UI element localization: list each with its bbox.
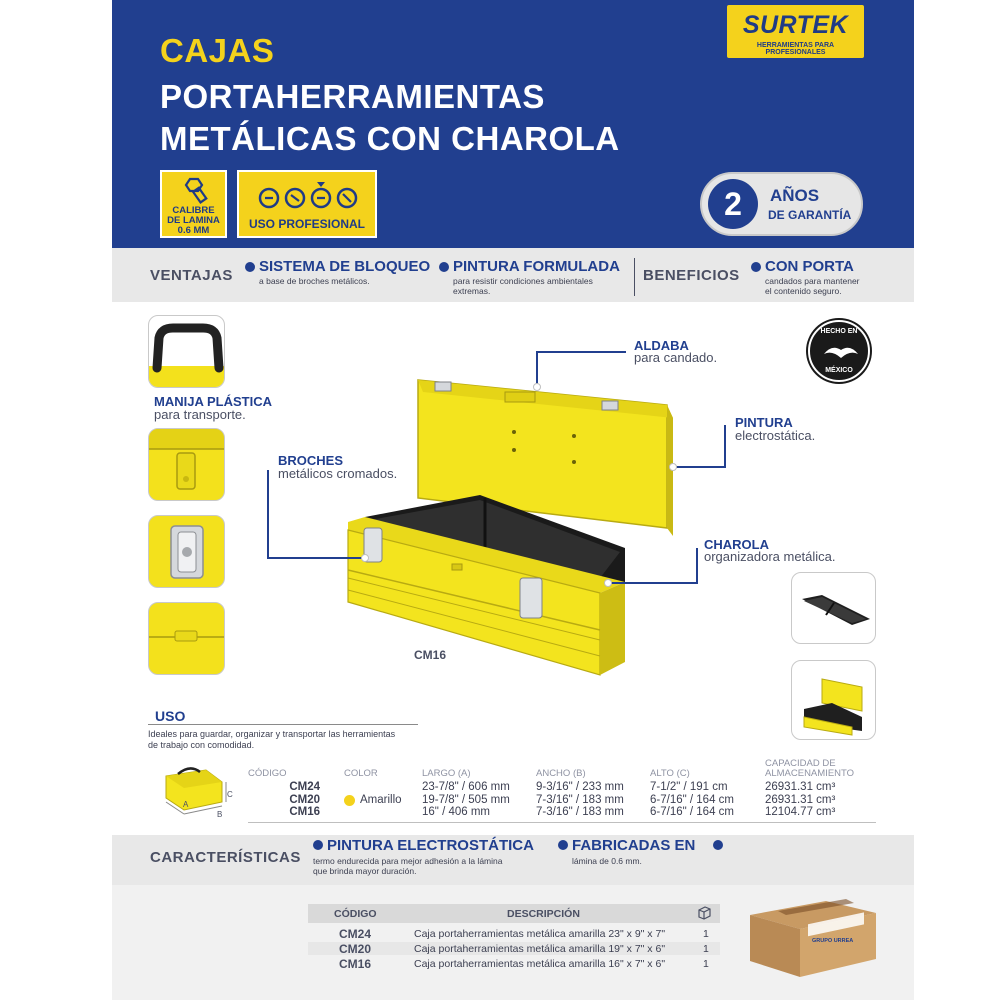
feature-title-pintura: PINTURA FORMULADA xyxy=(453,258,620,275)
order-row-codigo: CM16 xyxy=(339,957,372,971)
brand-tagline: HERRAMIENTAS PARA PROFESIONALES xyxy=(756,42,835,56)
spec-header-alto: ALTO (C) xyxy=(650,768,690,779)
order-row-descripcion: Caja portaherramientas metálica amarilla 19" x 7" x 6" xyxy=(414,943,666,955)
order-row-qty: 1 xyxy=(703,958,709,970)
spec-header-capacidad-1: CAPACIDAD DE xyxy=(765,758,836,769)
order-header-codigo: CÓDIGO xyxy=(334,908,377,920)
warranty-line-2: DE GARANTÍA xyxy=(768,208,852,222)
calibre-line-1: CALIBRE xyxy=(172,205,215,216)
order-row-qty: 1 xyxy=(703,943,709,955)
order-row-descripcion: Caja portaherramientas metálica amarilla 23" x 9" x 7" xyxy=(414,928,666,940)
spec-row-ancho: 7-3/16" / 183 mm xyxy=(536,793,624,806)
box-icon xyxy=(697,906,711,920)
feature-title-bloqueo: SISTEMA DE BLOQUEO xyxy=(259,258,431,275)
clasp-thumbnail xyxy=(148,428,225,501)
order-header-descripcion: DESCRIPCIÓN xyxy=(507,908,580,920)
uso-desc-line-2: de trabajo con comodidad. xyxy=(148,740,255,750)
order-row-qty: 1 xyxy=(703,928,709,940)
chrome-clasp-thumbnail xyxy=(148,515,225,588)
uso-profesional-label: USO PROFESIONAL xyxy=(248,217,365,231)
chrome-clasp-image xyxy=(149,516,225,588)
feature-title-porta: CON PORTA xyxy=(765,258,854,275)
feature-desc-porta-1: candados para mantener xyxy=(765,276,860,286)
feature-desc-pintura-1: para resistir condiciones ambientales xyxy=(453,276,593,286)
bullet-dot xyxy=(558,840,568,850)
feature-desc-porta-2: el contenido seguro. xyxy=(765,286,842,296)
calibre-badge xyxy=(160,170,227,238)
spec-row-ancho: 9-3/16" / 233 mm xyxy=(536,781,624,793)
spec-capacidad-col xyxy=(765,781,835,819)
callout-broches-sub: metálicos cromados. xyxy=(278,466,398,481)
warranty-line-1: AÑOS xyxy=(770,186,820,205)
divider xyxy=(634,258,635,296)
spec-header-codigo: CÓDIGO xyxy=(248,768,287,779)
spec-header-color: COLOR xyxy=(344,768,378,779)
feature-desc-electrostatica-2: que brinda mayor duración. xyxy=(313,866,417,876)
ventajas-heading: VENTAJAS xyxy=(150,267,233,284)
calibre-line-2: DE LAMINA xyxy=(167,215,220,226)
warranty-badge xyxy=(700,172,863,236)
dimension-c: C xyxy=(227,790,233,799)
tools-icon xyxy=(257,180,361,210)
warranty-number: 2 xyxy=(708,179,758,229)
shipping-box-image xyxy=(748,893,878,979)
bullet-dot xyxy=(439,262,449,272)
beneficios-heading: BENEFICIOS xyxy=(643,267,740,284)
spec-header-ancho: ANCHO (B) xyxy=(536,768,586,779)
color-swatch xyxy=(344,795,355,806)
handle-image xyxy=(149,316,225,388)
calibre-line-3: 0.6 MM xyxy=(177,225,210,236)
bullet-dot xyxy=(713,840,723,850)
spec-row-largo: 19-7/8" / 505 mm xyxy=(422,793,510,806)
feature-desc-electrostatica-1: termo endurecida para mejor adhesión a la lámina xyxy=(313,856,503,866)
tray-thumbnail xyxy=(791,572,876,644)
spec-row-codigo: CM24 xyxy=(289,781,320,793)
callout-charola-sub: organizadora metálica. xyxy=(704,549,836,564)
spec-row-capacidad: 12104.77 cm³ xyxy=(765,806,836,818)
tray-image xyxy=(792,573,874,643)
lid-edge-image xyxy=(149,603,225,675)
eagle-icon xyxy=(822,342,860,362)
spec-row-alto: 7-1/2" / 191 cm xyxy=(650,781,728,793)
spec-row-largo: 23-7/8" / 606 mm xyxy=(422,781,510,793)
bullet-dot xyxy=(245,262,255,272)
brand-name: SURTEK xyxy=(742,11,849,39)
spec-alto-col xyxy=(650,781,734,819)
bolt-icon xyxy=(182,176,210,204)
surtek-logo xyxy=(727,5,864,58)
spec-header-capacidad-2: ALMACENAMIENTO xyxy=(765,768,855,779)
callout-manija-title: MANIJA PLÁSTICA xyxy=(154,394,272,409)
callout-manija-sub: para transporte. xyxy=(154,407,246,422)
hecho-en-mexico-seal xyxy=(808,320,870,382)
seal-top-text: HECHO EN xyxy=(820,328,858,335)
handle-thumbnail xyxy=(148,315,225,388)
feature-desc-bloqueo: a base de broches metálicos. xyxy=(259,276,370,286)
uso-heading: USO xyxy=(155,708,186,724)
uso-profesional-badge xyxy=(237,170,377,238)
spec-row-capacidad: 26931.31 cm³ xyxy=(765,781,836,793)
caracteristicas-heading: CARACTERÍSTICAS xyxy=(150,849,301,866)
feature-title-fabricadas: FABRICADAS EN xyxy=(572,837,696,854)
title-line-2: PORTAHERRAMIENTAS xyxy=(160,78,545,115)
callout-charola-title: CHAROLA xyxy=(704,537,769,552)
title-line-1: CAJAS xyxy=(160,32,275,69)
feature-desc-pintura-2: extremas. xyxy=(453,286,491,296)
callout-dot xyxy=(361,554,369,562)
callout-aldaba-sub: para candado. xyxy=(634,350,718,365)
bullet-dot xyxy=(313,840,323,850)
seal-bottom-text: MÉXICO xyxy=(825,367,853,374)
feature-title-electrostatica: PINTURA ELECTROSTÁTICA xyxy=(327,837,534,854)
dimension-a: A xyxy=(183,800,189,809)
bullet-dot xyxy=(751,262,761,272)
lid-edge-thumbnail xyxy=(148,602,225,675)
uso-description xyxy=(148,729,428,751)
spec-ancho-col xyxy=(536,781,624,819)
callout-dot xyxy=(533,383,541,391)
callout-dot xyxy=(669,463,677,471)
open-box-image xyxy=(792,661,874,739)
carton-label: GRUPO URREA xyxy=(812,938,854,944)
callout-broches-title: BROCHES xyxy=(278,453,344,468)
title-line-3: METÁLICAS CON CHAROLA xyxy=(160,120,620,157)
order-row-descripcion: Caja portaherramientas metálica amarilla 16" x 7" x 6" xyxy=(414,958,666,970)
spec-codes xyxy=(250,781,320,819)
spec-row-alto: 6-7/16" / 164 cm xyxy=(650,806,734,818)
spec-row-alto: 6-7/16" / 164 cm xyxy=(650,793,734,806)
spec-row-codigo: CM20 xyxy=(289,793,320,806)
spec-row-codigo: CM16 xyxy=(289,806,320,818)
feature-desc-fabricadas: lámina de 0.6 mm. xyxy=(572,856,642,866)
open-box-thumbnail xyxy=(791,660,876,740)
uso-desc-line-1: Ideales para guardar, organizar y transportar las herramientas xyxy=(148,729,396,739)
dimension-diagram xyxy=(160,762,235,822)
clasp-image xyxy=(149,429,225,501)
spec-rule xyxy=(248,822,876,823)
spec-row-largo: 16" / 406 mm xyxy=(422,806,491,818)
product-code: CM16 xyxy=(414,648,447,662)
spec-row-ancho: 7-3/16" / 183 mm xyxy=(536,806,624,818)
callout-dot xyxy=(604,579,612,587)
order-row-codigo: CM24 xyxy=(339,927,372,941)
callout-pintura-title: PINTURA xyxy=(735,415,793,430)
spec-largo-col xyxy=(422,781,510,819)
uso-rule xyxy=(148,724,418,725)
callout-pintura-sub: electrostática. xyxy=(735,428,816,443)
spec-color-value: Amarillo xyxy=(360,794,402,806)
dimension-b: B xyxy=(217,810,223,819)
callout-aldaba-title: ALDABA xyxy=(634,338,689,353)
spec-header-largo: LARGO (A) xyxy=(422,768,471,779)
order-row-codigo: CM20 xyxy=(339,942,372,956)
spec-row-capacidad: 26931.31 cm³ xyxy=(765,793,836,806)
